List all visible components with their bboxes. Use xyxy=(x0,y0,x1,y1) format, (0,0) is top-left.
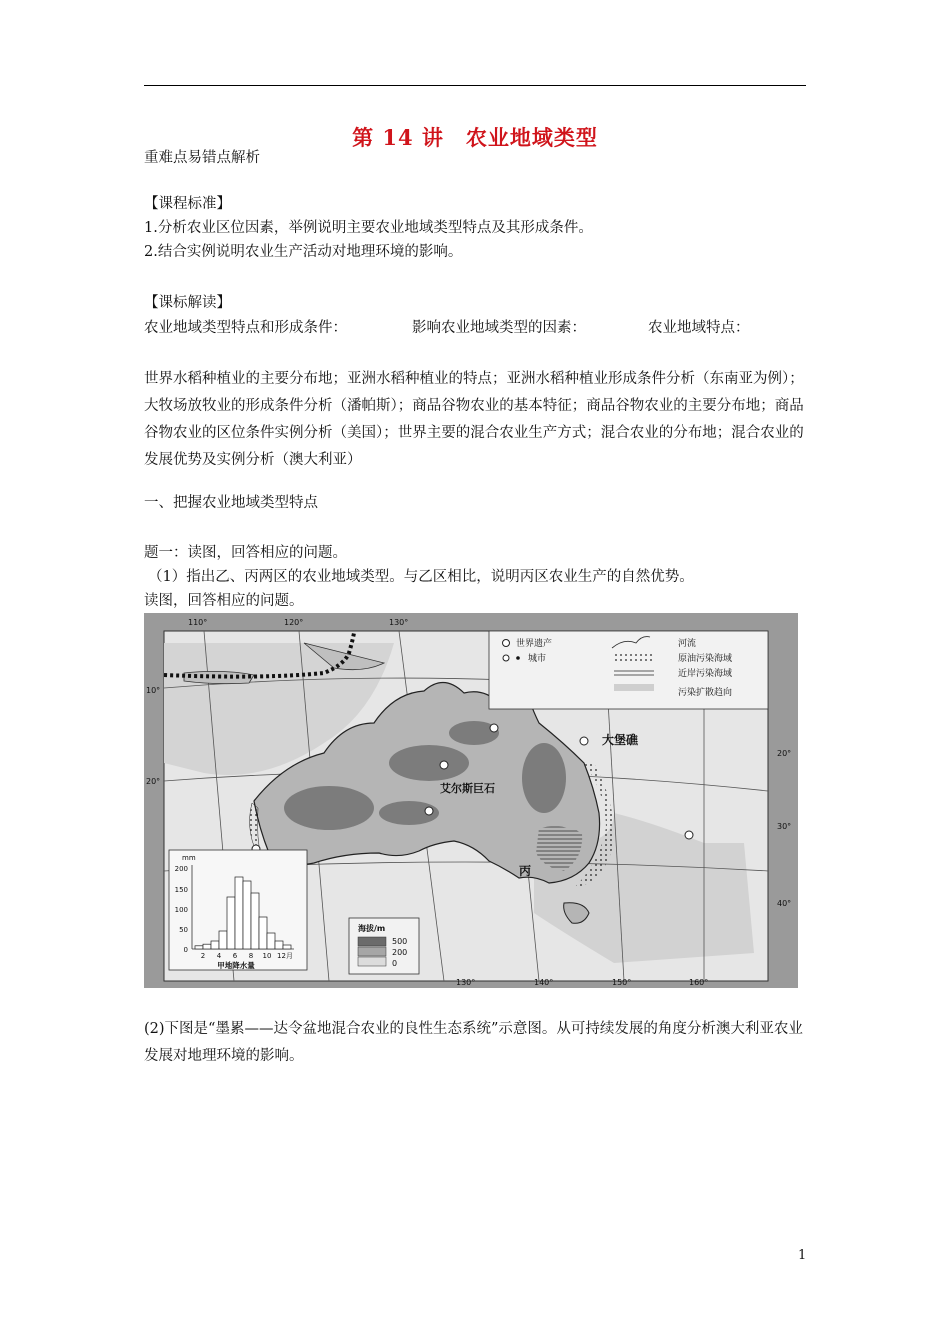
rainfall-caption: 甲地降水量 xyxy=(217,961,255,970)
svg-text:40°: 40° xyxy=(777,899,792,908)
standard-item-2: 2.结合实例说明农业生产活动对地理环境的影响。 xyxy=(144,244,463,260)
legend-spread: 污染扩散趋向 xyxy=(678,688,733,698)
rainfall-chart xyxy=(169,850,307,970)
rain-xtick: 12月 xyxy=(277,952,293,960)
page-number: 1 xyxy=(798,1248,807,1263)
label-reef: 大堡礁 xyxy=(602,733,639,747)
standard-item-1: 1.分析农业区位因素，举例说明主要农业地域类型特点及其形成条件。 xyxy=(144,220,593,236)
rain-xtick: 4 xyxy=(216,952,222,960)
rainfall-bar-7 xyxy=(243,881,251,949)
rainfall-bar-8 xyxy=(251,893,259,949)
legend-heritage: 世界遗产 xyxy=(516,639,553,649)
svg-text:10°: 10° xyxy=(146,686,161,695)
rain-ytick: 50 xyxy=(179,926,188,934)
legend-city: 城市 xyxy=(528,654,547,664)
page-title: 第 14 讲 农业地域类型 xyxy=(352,125,598,150)
legend-oil: 原油污染海域 xyxy=(678,654,733,664)
svg-text:160°: 160° xyxy=(689,978,709,987)
rainfall-bar-6 xyxy=(235,877,243,949)
rainfall-bar-11 xyxy=(275,941,283,949)
australia-map xyxy=(144,613,798,988)
question-intro: 题一：读图，回答相应的问题。 xyxy=(144,545,347,561)
legend-coastal: 近岸污染海域 xyxy=(678,669,733,679)
rainfall-bar-10 xyxy=(267,933,275,949)
rain-ytick: 200 xyxy=(174,865,188,873)
rainfall-bar-9 xyxy=(259,917,267,949)
interpretation-col-1: 农业地域类型特点和形成条件： xyxy=(144,320,347,336)
label-rock: 艾尔斯巨石 xyxy=(440,782,495,795)
rainfall-bar-1 xyxy=(195,946,203,949)
rain-ytick: 0 xyxy=(183,946,188,954)
elevation-legend xyxy=(349,918,419,974)
rainfall-bar-4 xyxy=(219,931,227,949)
rain-xtick: 6 xyxy=(232,952,238,960)
subtitle: 重难点易错点解析 xyxy=(144,150,260,166)
header-rule xyxy=(144,85,806,86)
svg-text:110°: 110° xyxy=(188,618,208,627)
elevation-title: 海拔/m xyxy=(358,924,386,933)
rain-xtick: 2 xyxy=(200,952,206,960)
rainfall-bar-5 xyxy=(227,897,235,949)
rain-xtick: 8 xyxy=(248,952,254,960)
legend-river: 河流 xyxy=(678,639,697,649)
standard-heading: 【课程标准】 xyxy=(144,196,231,212)
map-legend xyxy=(489,631,768,709)
svg-text:200: 200 xyxy=(392,948,408,957)
rain-xtick: 10 xyxy=(262,952,272,960)
svg-text:120°: 120° xyxy=(284,618,304,627)
svg-text:20°: 20° xyxy=(146,777,161,786)
rain-ytick: 150 xyxy=(174,886,188,894)
svg-text:150°: 150° xyxy=(612,978,632,987)
interpretation-paragraph: 世界水稻种植业的主要分布地；亚洲水稻种植业的特点；亚洲水稻种植业形成条件分析（东南亚为例）；大牧场放牧业的形成条件分析（潘帕斯）；商品谷物农业的基本特征；商品谷物农业的主要分布地；商品谷物农业的区位条件实例分析（美国）；世界主要的混合农业生产方式；混合农业的分布地；混合农业的发展优势及实例分析（澳大利亚） xyxy=(144,371,804,468)
svg-text:500: 500 xyxy=(392,937,408,946)
svg-text:0: 0 xyxy=(392,959,398,968)
question-read: 读图，回答相应的问题。 xyxy=(144,593,304,609)
rainfall-bar-2 xyxy=(203,944,211,949)
label-bing: 丙 xyxy=(519,864,532,878)
svg-text:30°: 30° xyxy=(777,822,792,831)
svg-text:130°: 130° xyxy=(389,618,409,627)
svg-text:20°: 20° xyxy=(777,749,792,758)
question-2: (2)下图是“墨累——达令盆地混合农业的良性生态系统”示意图。从可持续发展的角度分析澳大利亚农业发展对地理环境的影响。 xyxy=(144,1021,803,1064)
interpretation-col-3: 农业地域特点： xyxy=(648,320,750,336)
interpretation-heading: 【课标解读】 xyxy=(144,295,231,311)
rainfall-bar-3 xyxy=(211,941,219,949)
rainfall-unit: mm xyxy=(182,854,196,862)
svg-text:130°: 130° xyxy=(456,978,476,987)
section-heading: 一、把握农业地域类型特点 xyxy=(144,495,318,511)
interpretation-col-2: 影响农业地域类型的因素： xyxy=(412,320,586,336)
question-1: （1）指出乙、丙两区的农业地域类型。与乙区相比，说明丙区农业生产的自然优势。 xyxy=(148,569,694,585)
svg-text:140°: 140° xyxy=(534,978,554,987)
rain-ytick: 100 xyxy=(174,906,188,914)
rainfall-bar-12 xyxy=(283,945,291,949)
